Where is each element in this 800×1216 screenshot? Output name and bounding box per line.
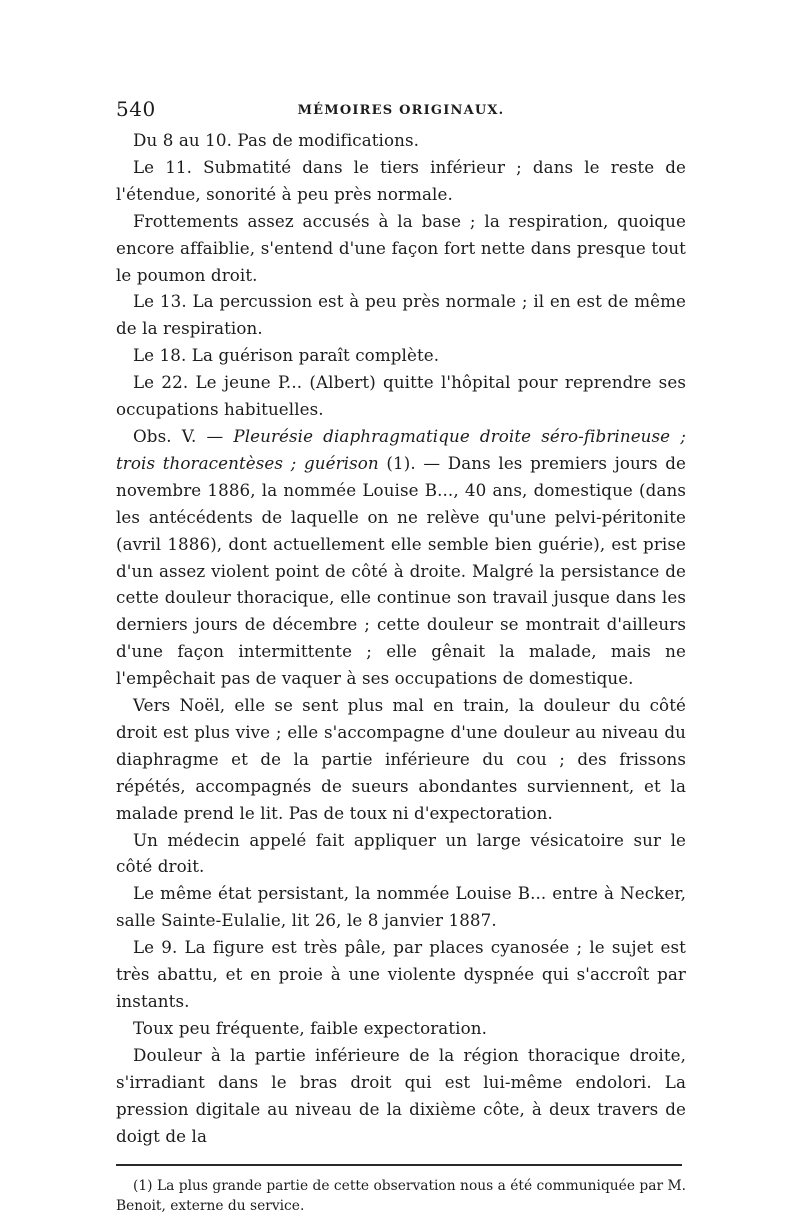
paragraph: Toux peu fréquente, faible expectoration. [133,1017,487,1038]
paragraph: Le même état persistant, la nommée Louise B... entre à Necker, salle Sainte-Eulalie, lit 26, le 8 janvier 1887. [116,883,686,931]
body-text [116,127,686,1149]
running-head [116,97,686,127]
paragraph: Le 11. Submatité dans le tiers inférieur ; dans le reste de l'étendue, sonorité à peu près normale. [116,156,686,204]
footnote [116,1176,686,1216]
running-title: MÉMOIRES ORIGINAUX. [297,103,505,118]
paragraph: Le 18. La guérison paraît complète. [133,345,440,366]
paragraph: Vers Noël, elle se sent plus mal en train, la douleur du côté droit est plus vive ; elle s'accompagne d'une douleur au niveau du diaphragme et de la partie inférieure du cou ; des frissons répétés, accompagnés de sueurs abondantes surviennent, et la malade prend le lit. Pas de toux ni d'expectoration. [116,695,686,823]
observation-paragraph [116,423,686,692]
paragraph: Du 8 au 10. Pas de modifications. [133,130,420,150]
page-number: 540 [116,97,156,121]
paragraph: Douleur à la partie inférieure de la région thoracique droite, s'irradiant dans le bras droit qui est lui-même endolori. La pression digitale au niveau de la dixième côte, à deux travers de doigt de la [116,1044,686,1146]
observation-lead: Obs. V. — [133,425,234,446]
paragraph: Un médecin appelé fait appliquer un large vésicatoire sur le côté droit. [116,829,686,877]
paragraph: Le 22. Le jeune P... (Albert) quitte l'hôpital pour reprendre ses occupations habituelles. [116,372,686,420]
observation-title: Pleurésie diaphragmatique droite séro-fibrineuse ; trois thoracentèses ; guérison [116,425,686,473]
book-page [116,97,686,1216]
paragraph: Le 13. La percussion est à peu près normale ; il en est de même de la respiration. [116,291,686,339]
footnote-text: (1) La plus grande partie de cette observation nous a été communiquée par M. Benoit, externe du service. [116,1178,686,1215]
footnote-rule [116,1164,682,1166]
paragraph: Frottements assez accusés à la base ; la respiration, quoique encore affaiblie, s'entend d'une façon fort nette dans presque tout le poumon droit. [116,210,686,285]
paragraph: Le 9. La figure est très pâle, par places cyanosée ; le sujet est très abattu, et en proie à une violente dyspnée qui s'accroît par instants. [116,937,686,1011]
observation-text: (1). — Dans les premiers jours de novembre 1886, la nommée Louise B..., 40 ans, domestique (dans les antécédents de laquelle on ne relève qu'une pelvi-péritonite (avril 1886), dont actuellement elle semble bien guérie), est prise d'un assez violent point de côté à droite. Malgré la persistance de cette douleur thoracique, elle continue son travail jusque dans les derniers jours de décembre ; cette douleur se montrait d'ailleurs d'une façon intermittente ; elle gênait la malade, mais ne l'empêchait pas de vaquer à ses occupations de domestique. [116,452,686,689]
